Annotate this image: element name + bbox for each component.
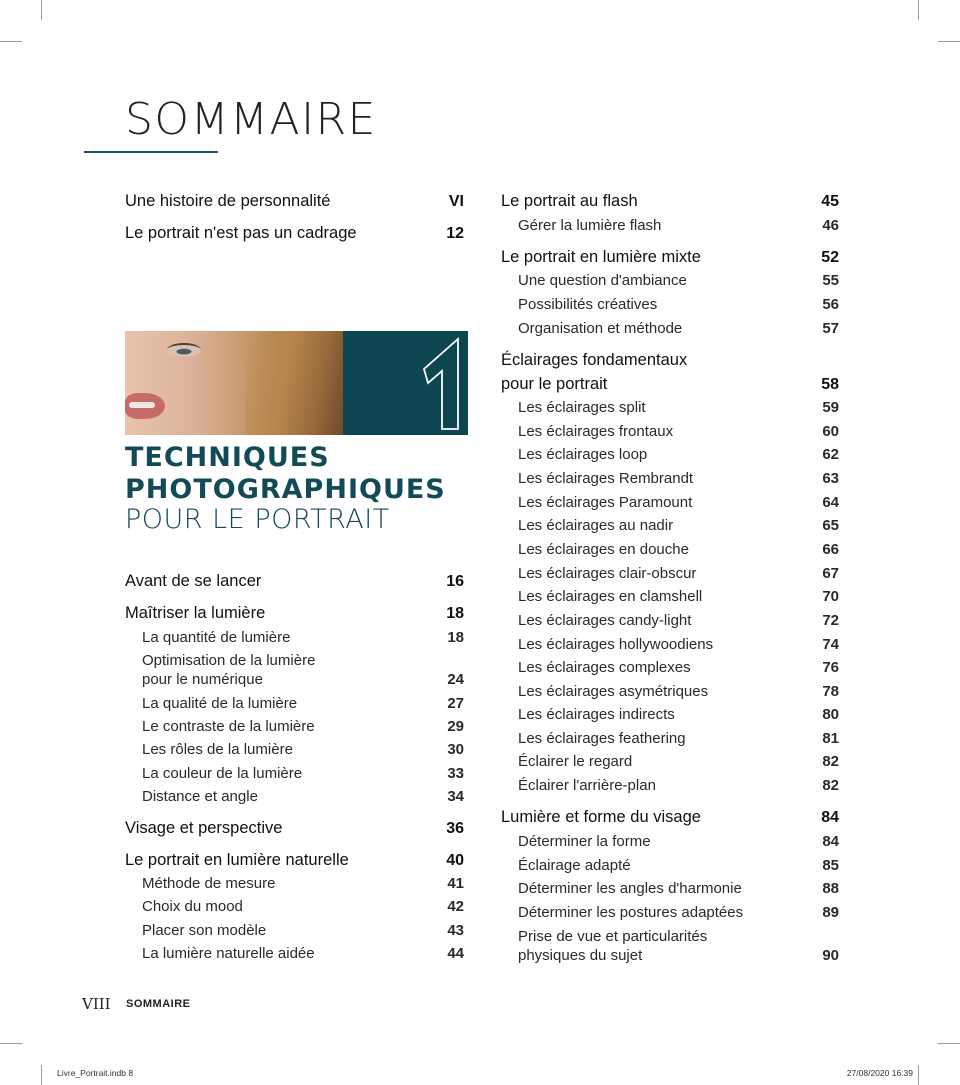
toc-entry-page: 82 (822, 753, 839, 770)
toc-subsection (518, 540, 839, 559)
crop-mark (918, 1065, 919, 1085)
toc-entry-label: Éclairer le regard (518, 753, 633, 770)
toc-entry-page: 80 (822, 706, 839, 723)
chapter-title-line3: POUR LE PORTRAIT (125, 504, 390, 535)
toc-entry-page: 30 (447, 741, 464, 758)
toc-entry-label: Une histoire de personnalité (125, 192, 331, 210)
toc-section (125, 572, 464, 591)
toc-subsection (518, 319, 839, 338)
toc-subsection (518, 705, 839, 724)
toc-entry-page: 43 (447, 922, 464, 939)
toc-entry-label: Les éclairages loop (518, 446, 648, 463)
toc-subsection (518, 776, 839, 795)
crop-mark (938, 41, 960, 42)
crop-mark (0, 41, 22, 42)
toc-entry-page: 84 (821, 809, 839, 826)
toc-entry-page: 67 (822, 565, 839, 582)
toc-entry-page: 63 (822, 470, 839, 487)
footer-page-number: VIII (82, 995, 111, 1013)
toc-subsection (142, 740, 464, 759)
page-title: SOMMAIRE (125, 94, 377, 145)
chapter-title-line2: PHOTOGRAPHIQUES (125, 474, 446, 505)
toc-entry-label: pour le portrait (501, 375, 608, 393)
toc-entry-label: Gérer la lumière flash (518, 217, 662, 234)
toc-entry-page: 45 (821, 193, 839, 210)
toc-entry-label: Méthode de mesure (142, 875, 276, 892)
toc-subsection (142, 921, 464, 940)
toc-entry-label: Les éclairages split (518, 399, 646, 416)
toc-subsection (142, 717, 464, 736)
crop-mark (41, 1065, 42, 1085)
toc-subsection (518, 682, 839, 701)
toc-entry-page: 56 (822, 296, 839, 313)
toc-entry-page: 66 (822, 541, 839, 558)
toc-entry-page: 58 (821, 376, 839, 393)
toc-section (501, 248, 839, 267)
toc-entry-page: 24 (447, 671, 464, 688)
toc-entry-label: Déterminer la forme (518, 833, 651, 850)
toc-entry-label: Prise de vue et particularités (518, 928, 708, 945)
toc-entry-label: Les éclairages feathering (518, 730, 686, 747)
toc-subsection (518, 832, 839, 851)
toc-entry-page: 18 (446, 605, 464, 622)
toc-entry-label: Le portrait en lumière mixte (501, 248, 701, 266)
toc-entry-label: pour le numérique (142, 671, 263, 688)
toc-section (125, 604, 464, 623)
toc-entry-page: 64 (822, 494, 839, 511)
toc-subsection (142, 651, 464, 670)
toc-entry-page: 88 (822, 880, 839, 897)
toc-entry-label: Une question d'ambiance (518, 272, 687, 289)
toc-entry-page: 40 (446, 852, 464, 869)
toc-entry-label: Lumière et forme du visage (501, 808, 701, 826)
toc-entry-label: physiques du sujet (518, 947, 643, 964)
toc-subsection (518, 564, 839, 583)
toc-subsection (142, 764, 464, 783)
toc-entry-page: 62 (822, 446, 839, 463)
toc-entry-page: 81 (822, 730, 839, 747)
toc-subsection (518, 611, 839, 630)
toc-entry-label: Les rôles de la lumière (142, 741, 293, 758)
toc-section (125, 224, 464, 243)
toc-entry-label: Choix du mood (142, 898, 243, 915)
toc-entry-label: Le portrait n'est pas un cadrage (125, 224, 357, 242)
toc-entry-page: 84 (822, 833, 839, 850)
toc-subsection (518, 493, 839, 512)
toc-subsection (518, 946, 839, 965)
toc-entry-label: Les éclairages clair-obscur (518, 565, 697, 582)
toc-entry-label: Optimisation de la lumière (142, 652, 316, 669)
toc-entry-label: Organisation et méthode (518, 320, 683, 337)
toc-entry-page: 78 (822, 683, 839, 700)
toc-entry-page: 70 (822, 588, 839, 605)
toc-subsection (518, 856, 839, 875)
toc-subsection (518, 445, 839, 464)
toc-entry-page: 72 (822, 612, 839, 629)
toc-entry-label: Maîtriser la lumière (125, 604, 266, 622)
toc-entry-page: 59 (822, 399, 839, 416)
toc-entry-page: 82 (822, 777, 839, 794)
toc-entry-page: 18 (447, 629, 464, 646)
toc-entry-label: Éclairages fondamentaux (501, 351, 688, 369)
toc-entry-page: 74 (822, 636, 839, 653)
toc-entry-label: Distance et angle (142, 788, 258, 805)
toc-subsection (518, 729, 839, 748)
toc-subsection (142, 944, 464, 963)
toc-entry-page: 52 (821, 249, 839, 266)
toc-entry-page: 46 (822, 217, 839, 234)
toc-entry-label: Avant de se lancer (125, 572, 262, 590)
toc-subsection (518, 469, 839, 488)
toc-entry-label: Déterminer les postures adaptées (518, 904, 744, 921)
toc-entry-page: 33 (447, 765, 464, 782)
toc-subsection (518, 295, 839, 314)
crop-mark (0, 1043, 22, 1044)
toc-subsection (518, 587, 839, 606)
toc-subsection (518, 216, 839, 235)
toc-entry-label: Placer son modèle (142, 922, 267, 939)
toc-entry-label: Les éclairages en clamshell (518, 588, 703, 605)
toc-entry-page: 90 (822, 947, 839, 964)
toc-entry-page: 55 (822, 272, 839, 289)
toc-subsection (142, 897, 464, 916)
toc-entry-page: 44 (447, 945, 464, 962)
toc-subsection (518, 927, 839, 946)
toc-entry-page: 36 (446, 820, 464, 837)
toc-subsection (518, 516, 839, 535)
chapter-banner (125, 331, 468, 435)
toc-subsection (518, 879, 839, 898)
toc-entry-label: La quantité de lumière (142, 629, 291, 646)
toc-entry-label: Les éclairages indirects (518, 706, 675, 723)
toc-entry-page: 89 (822, 904, 839, 921)
toc-entry-label: La qualité de la lumière (142, 695, 298, 712)
chapter-number-outline (418, 331, 468, 435)
toc-entry-label: La couleur de la lumière (142, 765, 303, 782)
toc-subsection (518, 903, 839, 922)
toc-entry-label: Les éclairages frontaux (518, 423, 674, 440)
toc-entry-label: La lumière naturelle aidée (142, 945, 315, 962)
title-underline (84, 151, 218, 153)
toc-subsection (518, 658, 839, 677)
toc-entry-label: Les éclairages asymétriques (518, 683, 709, 700)
crop-mark (918, 0, 919, 20)
toc-subsection (518, 752, 839, 771)
crop-mark (938, 1043, 960, 1044)
toc-section (501, 808, 839, 827)
toc-entry-page: 27 (447, 695, 464, 712)
toc-entry-page: 29 (447, 718, 464, 735)
toc-entry-label: Les éclairages hollywoodiens (518, 636, 714, 653)
toc-entry-page: 41 (447, 875, 464, 892)
toc-entry-label: Possibilités créatives (518, 296, 658, 313)
toc-entry-label: Les éclairages complexes (518, 659, 691, 676)
toc-subsection (142, 670, 464, 689)
toc-subsection (142, 628, 464, 647)
toc-entry-label: Éclairage adapté (518, 857, 631, 874)
slug-file: Livre_Portrait.indb 8 (57, 1068, 134, 1078)
toc-entry-label: Le contraste de la lumière (142, 718, 315, 735)
toc-section (125, 851, 464, 870)
toc-entry-page: 85 (822, 857, 839, 874)
toc-entry-label: Le portrait en lumière naturelle (125, 851, 349, 869)
portrait-photo (125, 331, 343, 435)
toc-entry-page: 12 (446, 225, 464, 242)
toc-entry-label: Déterminer les angles d'harmonie (518, 880, 742, 897)
toc-entry-page: 34 (447, 788, 464, 805)
crop-mark (41, 0, 42, 20)
toc-entry-page: 65 (822, 517, 839, 534)
toc-section (501, 375, 839, 394)
toc-section (125, 819, 464, 838)
toc-subsection (142, 874, 464, 893)
slug-date: 27/08/2020 16:39 (846, 1068, 913, 1078)
toc-entry-page: VI (448, 193, 464, 210)
chapter-title-line1: TECHNIQUES (125, 442, 330, 473)
toc-section (125, 192, 464, 211)
toc-entry-page: 16 (446, 573, 464, 590)
footer-running-head: SOMMAIRE (126, 998, 191, 1010)
toc-entry-label: Les éclairages candy-light (518, 612, 692, 629)
toc-entry-label: Les éclairages Rembrandt (518, 470, 694, 487)
toc-entry-label: Le portrait au flash (501, 192, 638, 210)
toc-entry-label: Les éclairages en douche (518, 541, 689, 558)
toc-subsection (518, 422, 839, 441)
toc-entry-page: 42 (447, 898, 464, 915)
toc-entry-page: 57 (822, 320, 839, 337)
toc-subsection (518, 271, 839, 290)
toc-entry-label: Éclairer l'arrière-plan (518, 777, 656, 794)
toc-entry-label: Les éclairages Paramount (518, 494, 693, 511)
toc-section (501, 192, 839, 211)
toc-subsection (142, 787, 464, 806)
toc-subsection (518, 635, 839, 654)
toc-entry-page: 76 (822, 659, 839, 676)
toc-entry-label: Les éclairages au nadir (518, 517, 674, 534)
toc-entry-label: Visage et perspective (125, 819, 283, 837)
toc-entry-page: 60 (822, 423, 839, 440)
toc-subsection (518, 398, 839, 417)
toc-section (501, 351, 839, 370)
toc-subsection (142, 694, 464, 713)
